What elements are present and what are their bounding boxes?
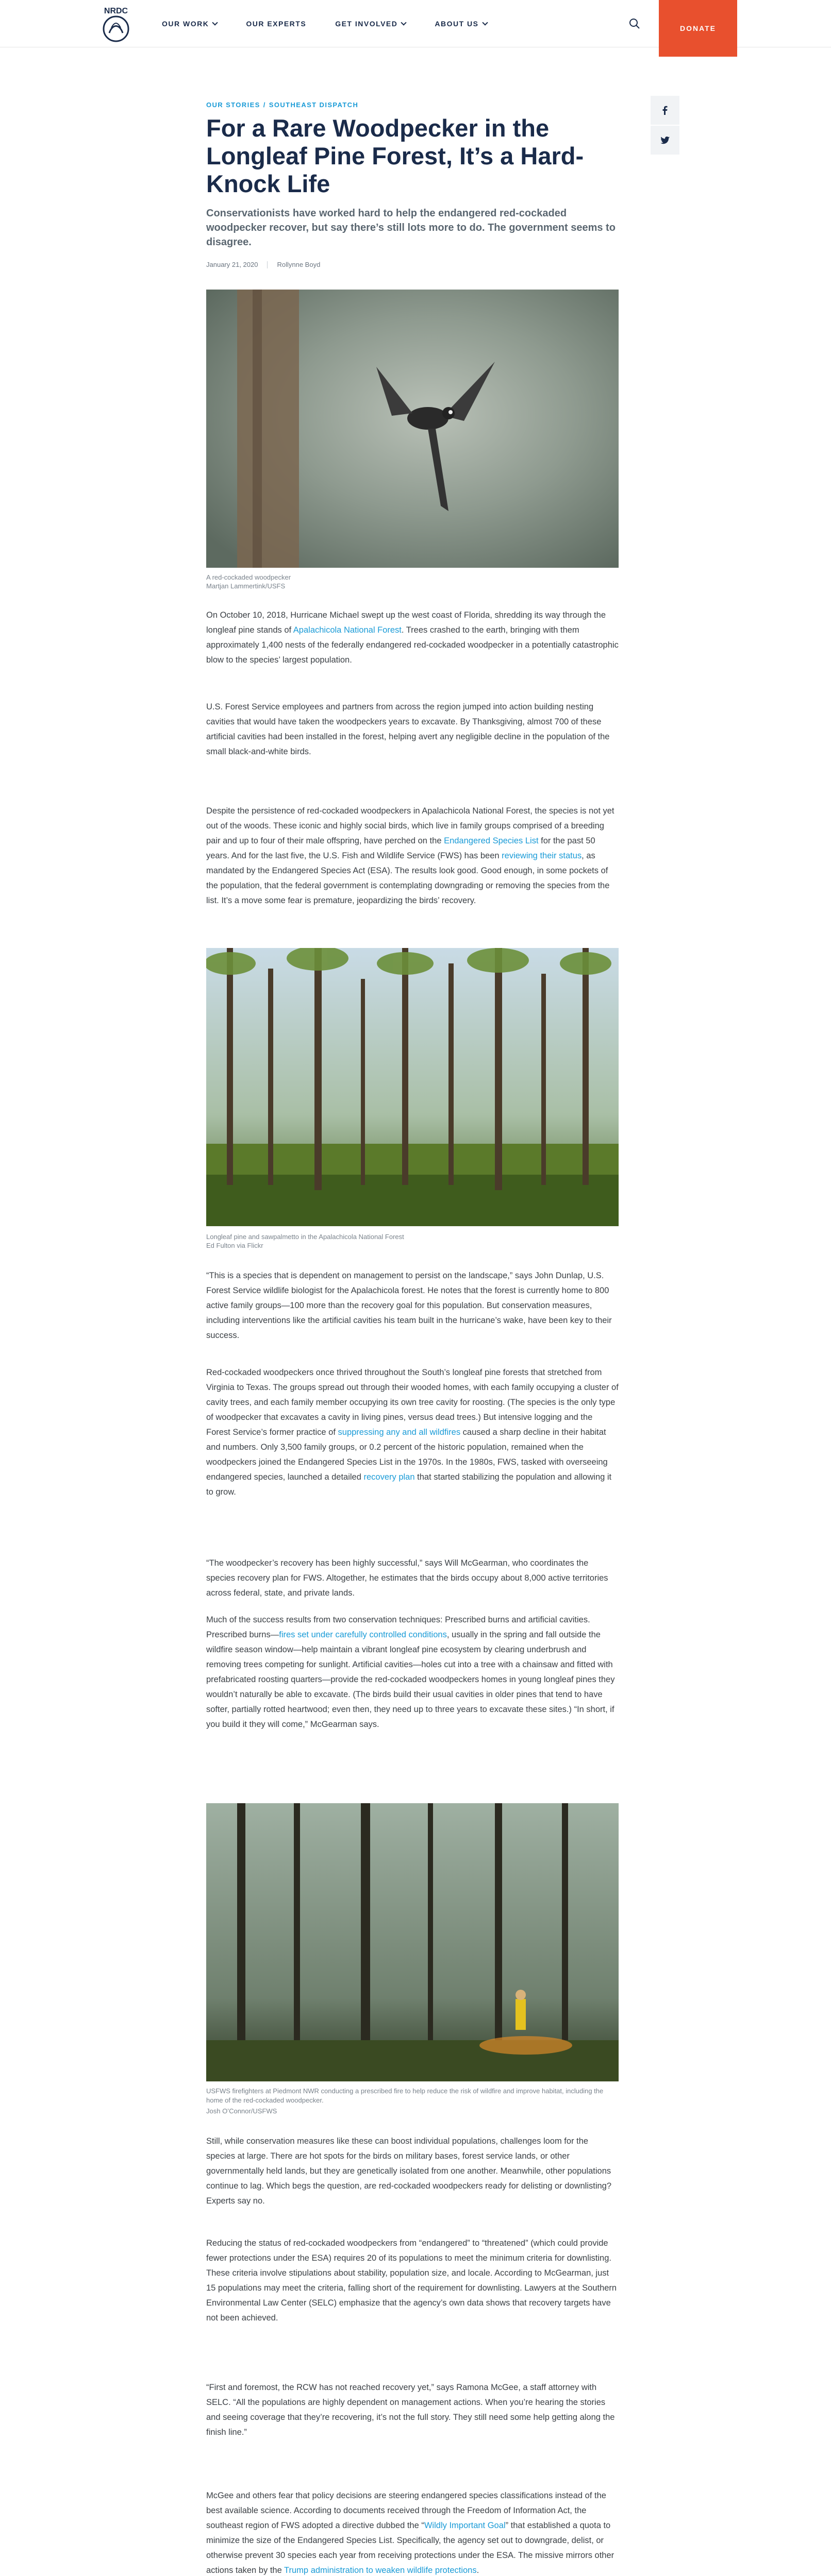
body-paragraph: Despite the persistence of red-cockaded woodpeckers in Apalachicola National Forest, the species is not yet out of the woods. These iconic and highly social birds, which live in family groups comprised of a breeding pair and up to four of their male offspring, have perched on the Endangered Species List for the past 50 years. And for the last five, the U.S. Fish and Wildlife Service (FWS) has been reviewing their status, as mandated by the Endangered Species Act (ESA). The results look good. Good enough, in some pockets of the population, that the federal government is contemplating downgrading or removing the species from the list. It’s a move some fear is premature, jeopardizing the birds’ recovery. xyxy=(206,806,614,905)
breadcrumb-separator: / xyxy=(263,101,266,109)
chevron-down-icon xyxy=(482,20,488,25)
share-facebook-button[interactable] xyxy=(651,96,679,125)
donate-button[interactable]: DONATE xyxy=(659,0,737,57)
chevron-down-icon xyxy=(401,20,407,25)
inline-link[interactable]: Wildly Important Goal xyxy=(424,2521,506,2530)
body-paragraph: Much of the success results from two conservation techniques: Prescribed burns and artificial cavities. Prescribed burns—fires set under carefully controlled conditions, usually in the spring and fall outside the wildfire season window—help maintain a vibrant longleaf pine ecosystem by clearing underbrush and removing trees competing for sunlight. Artificial cavities—holes cut into a tree with a chainsaw and fitted with prefabricated roosting quarters—provide the red-cockaded woodpeckers homes in young longleaf pines they wouldn’t naturally be able to excavate. (The birds build their usual cavities in older pines that tend to have softer, partially rotted heartwood; even then, they need up to three years to excavate these sites.) “In short, if you build it they will come,” McGearman says. xyxy=(206,1615,615,1729)
breadcrumb-series-link[interactable]: SOUTHEAST DISPATCH xyxy=(269,101,359,109)
nav-label: OUR EXPERTS xyxy=(246,20,307,28)
nav-label: GET INVOLVED xyxy=(335,20,398,28)
figure-credit: Josh O’Connor/USFWS xyxy=(206,2107,277,2115)
longleaf-forest-photo xyxy=(206,948,619,1226)
body-paragraph: Still, while conservation measures like these can boost individual populations, challenges loom for the species at large. There are hot spots for the birds on military bases, forest service lands, or other governmentally held lands, but they are genetically isolated from one another. Meanwhile, other populations continue to lag. Which begs the question, are red-cockaded woodpeckers ready for delisting or downlisting? Experts say no. xyxy=(206,2137,612,2206)
inline-link[interactable]: recovery plan xyxy=(363,1472,415,1482)
body-paragraph: “This is a species that is dependent on management to persist on the landscape,” says John Dunlap, U.S. Forest Service wildlife biologist for the Apalachicola forest. He notes that the forest is currently home to 800 active family groups—100 more than the recovery goal for this population. But conservation measures, including interventions like the artificial cavities his team built in the hurricane’s wake, have been key to their success. xyxy=(206,1271,612,1340)
facebook-icon xyxy=(660,105,670,115)
body-paragraph: “The woodpecker’s recovery has been highly successful,” says Will McGearman, who coordinates the species recovery plan for FWS. Altogether, he estimates that the birds occupy about 8,000 active territories across federal, state, and private lands. xyxy=(206,1558,608,1598)
body-paragraph: Red-cockaded woodpeckers once thrived throughout the South’s longleaf pine forests that stretched from Virginia to Texas. The groups spread out through their wooded homes, with each family occupying a cluster of cavity trees, and each family member occupying its own tree cavity for roosting. (The species is the only type of woodpecker that excavates a cavity in living pines, versus dead trees.) But intensive logging and the Forest Service’s former practice of suppressing any and all wildfires caused a sharp decline in their habitat and numbers. Only 3,500 family groups, or 0.2 percent of the historic population, remained when the woodpeckers joined the Endangered Species List in the 1970s. In the 1980s, FWS, tasked with overseeing endangered species, launched a detailed recovery plan that started stabilizing the population and allowing it to grow. xyxy=(206,1368,619,1497)
search-button[interactable] xyxy=(626,15,643,32)
article-author-link[interactable]: Rollynne Boyd xyxy=(277,261,321,268)
twitter-icon xyxy=(660,135,670,145)
breadcrumb-section-link[interactable]: OUR STORIES xyxy=(206,101,260,109)
inline-link[interactable]: reviewing their status xyxy=(502,851,582,860)
body-paragraph: McGee and others fear that policy decisions are steering endangered species classifications instead of the best available science. According to documents received through the Freedom of Information Act, the southeast region of FWS adopted a directive dubbed the “Wildly Important Goal” that established a quota to minimize the size of the Endangered Species List. Specifically, the agency set out to downgrade, delist, or otherwise prevent 30 species each year from receiving protections under the ESA. The missive mirrors other actions taken by the Trump administration to weaken wildlife protections. xyxy=(206,2491,614,2575)
figure-credit: Ed Fulton via Flickr xyxy=(206,1242,263,1249)
figure-caption: USFWS firefighters at Piedmont NWR conducting a prescribed fire to help reduce the risk of wildfire and improve habitat, including the home of the red-cockaded woodpecker. xyxy=(206,2087,604,2104)
svg-text:NRDC: NRDC xyxy=(104,7,128,15)
chevron-down-icon xyxy=(212,20,218,25)
body-paragraph: “First and foremost, the RCW has not reached recovery yet,” says Ramona McGee, a staff attorney with SELC. “All the populations are highly dependent on management actions. When you’re hearing the stories and seeing coverage that they’re recovering, it’s not the full story. They still need some help getting along the finish line.” xyxy=(206,2383,615,2437)
body-paragraph: On October 10, 2018, Hurricane Michael swept up the west coast of Florida, shredding its way through the longleaf pine stands of Apalachicola National Forest. Trees crashed to the earth, bringing with them approximately 1,400 nests of the federally endangered red-cockaded woodpecker in a potentially catastrophic blow to the species’ largest population. xyxy=(206,611,619,665)
article-title: For a Rare Woodpecker in the Longleaf Pine Forest, It’s a Hard-Knock Life xyxy=(206,114,584,197)
meta-divider xyxy=(267,261,268,268)
nav-label: ABOUT US xyxy=(435,20,479,28)
nav-about-us[interactable] xyxy=(435,20,487,28)
prescribed-fire-photo xyxy=(206,1803,619,2081)
figure-caption: A red-cockaded woodpecker xyxy=(206,573,291,581)
nav-our-experts[interactable] xyxy=(246,20,306,28)
article-dek: Conservationists have worked hard to help the endangered red-cockaded woodpecker recover, but say there’s still lots more to do. The government seems to disagree. xyxy=(206,208,616,248)
figure-credit: Martjan Lammertink/USFS xyxy=(206,582,286,590)
woodpecker-flight-photo xyxy=(206,290,619,568)
search-icon xyxy=(626,15,643,32)
figure-prescribed-fire xyxy=(206,1803,619,2081)
body-paragraph: U.S. Forest Service employees and partners from across the region jumped into action building nesting cavities that would have taken the woodpeckers years to excavate. By Thanksgiving, almost 700 of these artificial cavities had been installed in the forest, helping avert any negligible decline in the population of the small black-and-white birds. xyxy=(206,702,610,756)
nav-our-work[interactable] xyxy=(162,20,217,28)
figure-longleaf-forest xyxy=(206,948,619,1226)
inline-link[interactable]: suppressing any and all wildfires xyxy=(338,1428,461,1437)
body-paragraph: Reducing the status of red-cockaded woodpeckers from “endangered” to “threatened” (which could provide fewer protections under the ESA) requires 20 of its populations to meet the minimum criteria for downlisting. These criteria involve stipulations about stability, population size, and locale. According to McGearman, just 15 populations may meet the criteria, falling short of the requirement for downlisting. Lawyers at the Southern Environmental Law Center (SELC) emphasize that the agency’s own data shows that recovery targets have not been achieved. xyxy=(206,2239,617,2323)
share-twitter-button[interactable] xyxy=(651,126,679,155)
article-date: January 21, 2020 xyxy=(206,261,258,268)
figure-woodpecker-flight xyxy=(206,290,619,568)
inline-link[interactable]: Apalachicola National Forest xyxy=(293,625,402,635)
main-nav xyxy=(162,0,487,47)
nav-label: OUR WORK xyxy=(162,20,209,28)
inline-link[interactable]: fires set under carefully controlled conditions xyxy=(279,1630,447,1639)
nrdc-logo[interactable] xyxy=(94,3,138,44)
nav-get-involved[interactable] xyxy=(335,20,406,28)
figure-caption: Longleaf pine and sawpalmetto in the Apalachicola National Forest xyxy=(206,1233,404,1241)
article-meta xyxy=(206,261,320,268)
inline-link[interactable]: Endangered Species List xyxy=(444,836,539,845)
inline-link[interactable]: Trump administration to weaken wildlife protections xyxy=(284,2566,477,2575)
breadcrumb xyxy=(206,101,358,109)
